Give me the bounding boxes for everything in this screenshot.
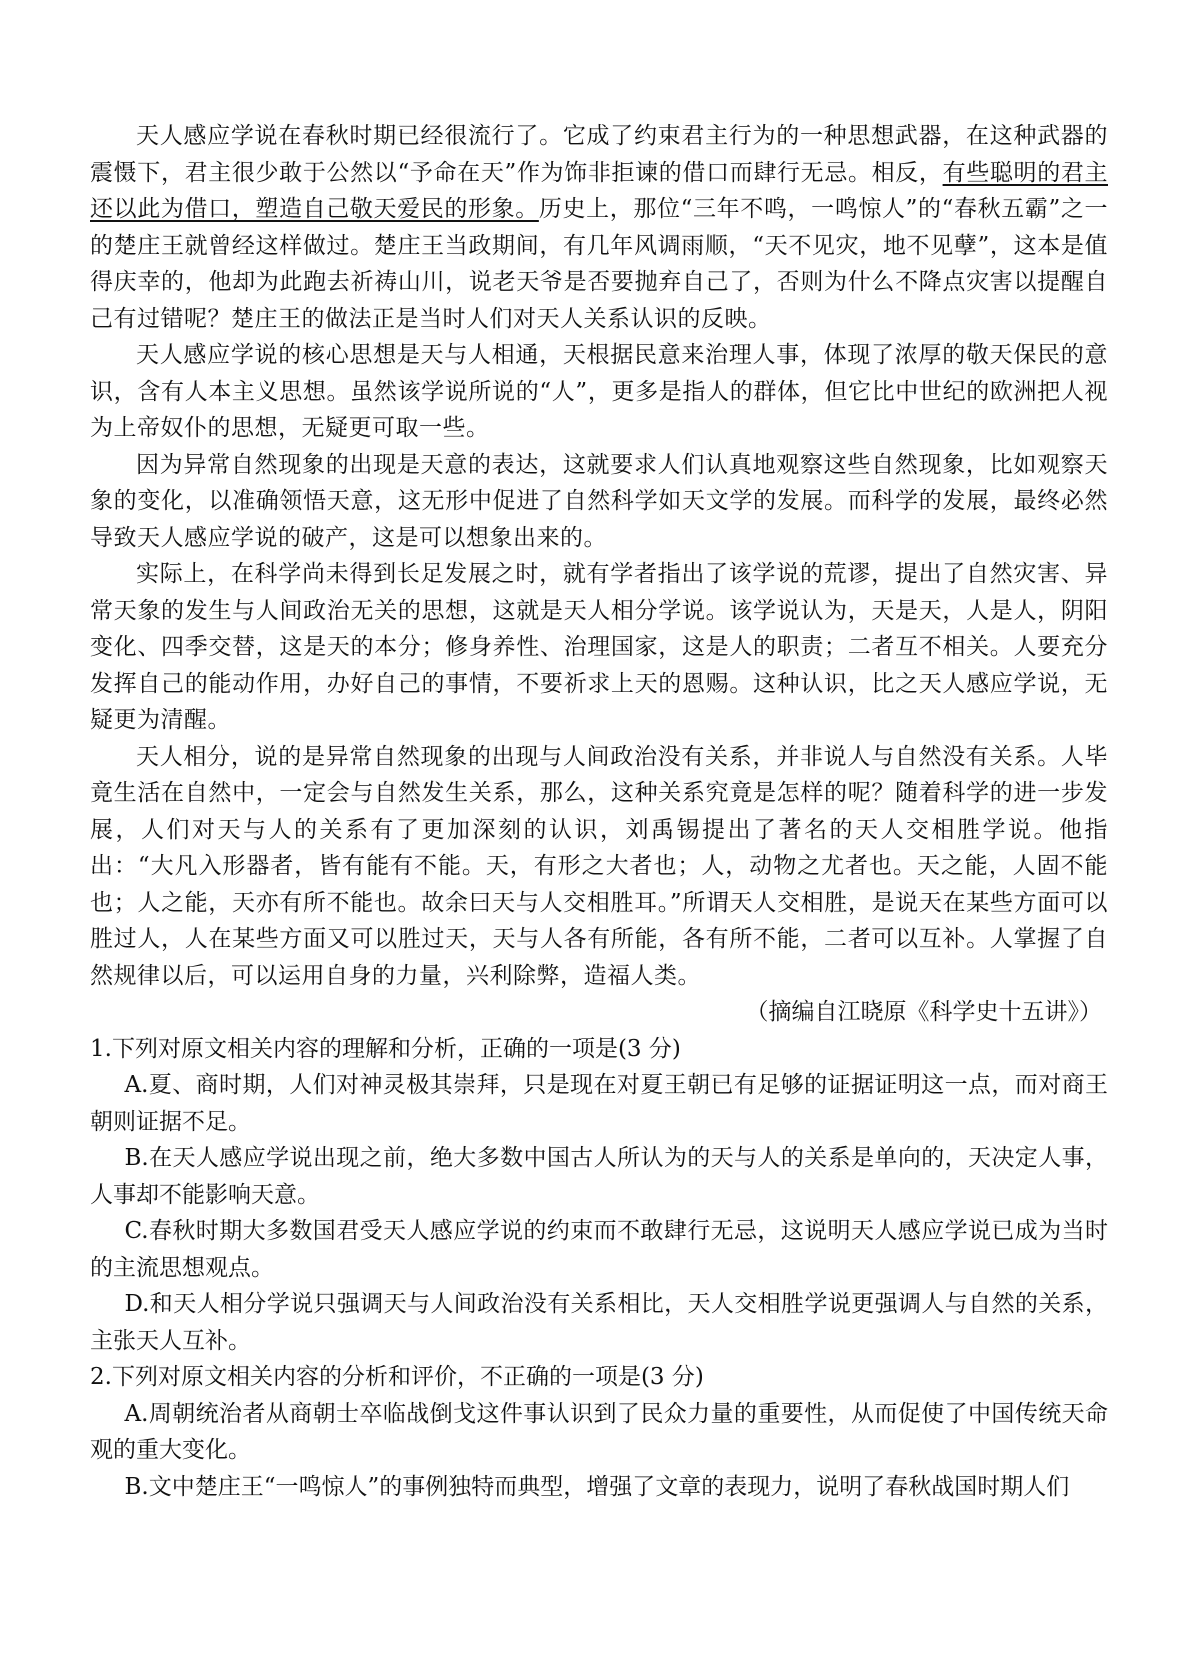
- article-paragraph-4: 实际上，在科学尚未得到长足发展之时，就有学者指出了该学说的荒谬，提出了自然灾害、异常天象的发生与人间政治无关的思想，这就是天人相分学说。该学说认为，天是天，人是人，阴阳变化、四季交替，这是天的本分；修身养性、治理国家，这是人的职责；二者互不相关。人要充分发挥自己的能动作用，办好自己的事情，不要祈求上天的恩赐。这种认识，比之天人感应学说，无疑更为清醒。: [90, 561, 1108, 733]
- question-1-option-c: C.春秋时期大多数国君受天人感应学说的约束而不敢肆行无忌，这说明天人感应学说已成为当时的主流思想观点。: [90, 1218, 1108, 1281]
- article-paragraph-3: 因为异常自然现象的出现是天意的表达，这就要求人们认真地观察这些自然现象，比如观察天象的变化，以准确领悟天意，这无形中促进了自然科学如天文学的发展。而科学的发展，最终必然导致天人感应学说的破产，这是可以想象出来的。: [90, 451, 1108, 551]
- question-2-option-a: A.周朝统治者从商朝士卒临战倒戈这件事认识到了民众力量的重要性，从而促使了中国传统天命观的重大变化。: [90, 1400, 1108, 1463]
- paragraph-1-text-a: 天人感应学说在春秋时期已经很流行了。它成了约束君主行为的一种思想武器，在这种武器的震慑下，君主很少敢于公然以“予命在天”作为饰非拒谏的借口而肆行无忌。相反，: [90, 123, 1108, 186]
- question-1-stem: 1.下列对原文相关内容的理解和分析，正确的一项是(3 分): [90, 1035, 681, 1062]
- question-2-option-b: B.文中楚庄王“一鸣惊人”的事例独特而典型，增强了文章的表现力，说明了春秋战国时期人们: [124, 1473, 1070, 1500]
- question-1-option-b: B.在天人感应学说出现之前，绝大多数中国古人所认为的天与人的关系是单向的，天决定人事，人事却不能影响天意。: [90, 1145, 1108, 1208]
- question-1-option-d: D.和天人相分学说只强调天与人间政治没有关系相比，天人交相胜学说更强调人与自然的关系，主张天人互补。: [90, 1291, 1108, 1354]
- exam-page: [90, 118, 1108, 1505]
- article-source: （摘编自江晓原《科学史十五讲》）: [745, 999, 1102, 1025]
- underlined-sentence: 有些聪明的君主还以此为借口，塑造自己敬天爱民的形象。: [90, 159, 1108, 222]
- paragraph-1-text-b: 历史上，那位“三年不鸣，一鸣惊人”的“春秋五霸”之一的楚庄王就曾经这样做过。楚庄王当政期间，有几年风调雨顺，“天不见灾，地不见孽”，这本是值得庆幸的，他却为此跑去祈祷山川，说老天爷是否要抛弃自己了，否则为什么不降点灾害以提醒自己有过错呢？楚庄王的做法正是当时人们对天人关系认识的反映。: [90, 196, 1108, 332]
- question-1-option-a: A.夏、商时期，人们对神灵极其崇拜，只是现在对夏王朝已有足够的证据证明这一点，而对商王朝则证据不足。: [90, 1072, 1108, 1135]
- article-paragraph-5: 天人相分，说的是异常自然现象的出现与人间政治没有关系，并非说人与自然没有关系。人毕竟生活在自然中，一定会与自然发生关系，那么，这种关系究竟是怎样的呢？随着科学的进一步发展，人们对天与人的关系有了更加深刻的认识，刘禹锡提出了著名的天人交相胜学说。他指出：“大凡入形器者，皆有能有不能。天，有形之大者也；人，动物之尤者也。天之能，人固不能也；人之能，天亦有所不能也。故余曰天与人交相胜耳。”所谓天人交相胜，是说天在某些方面可以胜过人，人在某些方面又可以胜过天，天与人各有所能，各有所不能，二者可以互补。人掌握了自然规律以后，可以运用自身的力量，兴利除弊，造福人类。: [90, 743, 1108, 989]
- question-2-stem: 2.下列对原文相关内容的分析和评价，不正确的一项是(3 分): [90, 1364, 704, 1390]
- article-paragraph-2: 天人感应学说的核心思想是天与人相通，天根据民意来治理人事，体现了浓厚的敬天保民的意识，含有人本主义思想。虽然该学说所说的“人”，更多是指人的群体，但它比中世纪的欧洲把人视为上帝奴仆的思想，无疑更可取一些。: [90, 342, 1108, 441]
- article-paragraph-1: [90, 118, 1108, 337]
